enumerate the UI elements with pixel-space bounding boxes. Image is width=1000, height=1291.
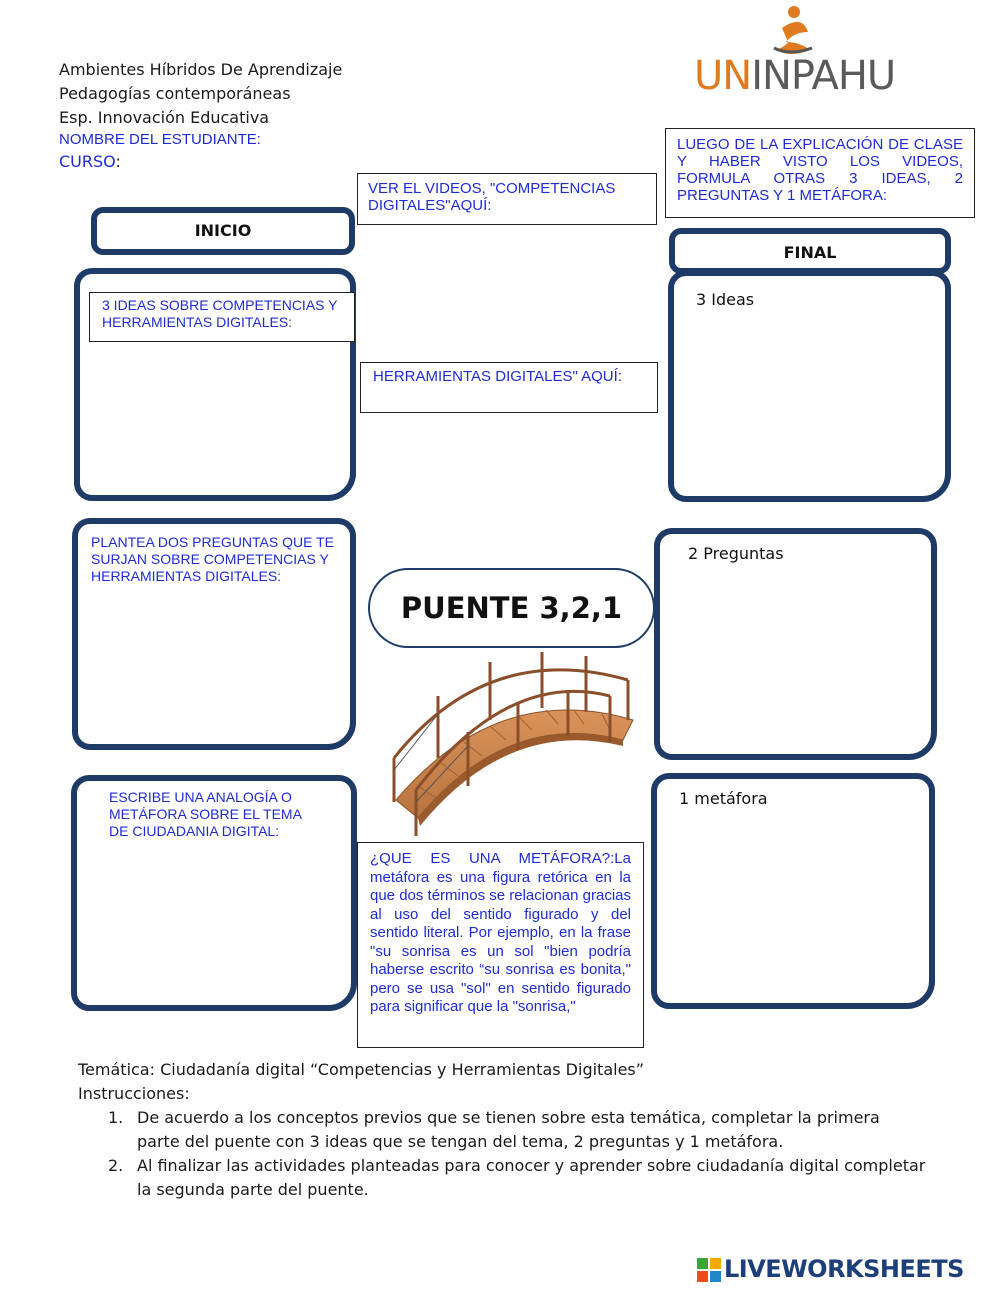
initial-metaphor-panel[interactable] <box>71 775 357 1011</box>
logo-wordmark: UNINPAHU <box>694 53 896 99</box>
course-label: CURSO: <box>59 152 121 171</box>
final-ideas-panel[interactable] <box>668 270 951 502</box>
subject-line: Pedagogías contemporáneas <box>59 84 291 103</box>
page-title: PUENTE 3,2,1 <box>400 591 623 625</box>
initial-ideas-prompt: 3 IDEAS SOBRE COMPETENCIAS Y HERRAMIENTAS DIGITALES: <box>102 297 338 330</box>
liveworksheets-wordmark: LIVEWORKSHEETS <box>724 1255 964 1283</box>
program-line: Esp. Innovación Educativa <box>59 108 270 127</box>
tools-link-text: HERRAMIENTAS DIGITALES" AQUÍ: <box>373 368 622 385</box>
liveworksheets-brand[interactable] <box>697 1256 997 1286</box>
inicio-label: INICIO <box>91 207 355 255</box>
final-questions-label: 2 Preguntas <box>688 544 784 563</box>
video-link-text: VER EL VIDEOS, "COMPETENCIAS DIGITALES"AQUÍ: <box>368 180 616 214</box>
final-instructions-text: LUEGO DE LA EXPLICACIÓN DE CLASE Y HABER VISTO LOS VIDEOS, FORMULA OTRAS 3 IDEAS, 2 PREGUNTAS Y 1 METÁFORA: <box>677 136 963 204</box>
metaphor-definition-text: ¿QUE ES UNA METÁFORA?:La metáfora es una figura retórica en la que dos términos se relacionan gracias al uso del sentido figurado y del sentido literal. Por ejemplo, en la frase "su sonrisa es un sol "bien podría haberse escrito “su sonrisa es bonita," pero se usa "sol" en sentido figurado para significar que la "sonrisa," <box>370 850 631 1015</box>
final-questions-panel[interactable] <box>654 528 937 760</box>
title-oval <box>368 568 655 648</box>
initial-ideas-prompt-box <box>89 292 355 342</box>
final-metaphor-label: 1 metáfora <box>679 789 768 808</box>
uninpahu-logo <box>690 2 900 102</box>
instructions-title: Instrucciones: <box>78 1084 190 1103</box>
liveworksheets-logo-icon <box>697 1258 721 1282</box>
bridge-icon <box>378 640 640 840</box>
final-instructions-box <box>665 128 975 218</box>
initial-questions-prompt: PLANTEA DOS PREGUNTAS QUE TE SURJAN SOBRE COMPETENCIAS Y HERRAMIENTAS DIGITALES: <box>91 534 334 584</box>
instruction-2-number: 2. <box>108 1156 124 1175</box>
metaphor-definition-box <box>357 842 644 1048</box>
video-link-box[interactable] <box>357 173 657 225</box>
instruction-1-text: De acuerdo a los conceptos previos que se tienen sobre esta temática, completar la primera parte del puente con 3 ideas que se tengan del tema, 2 preguntas y 1 metáfora. <box>137 1108 880 1151</box>
tematica-line: Temática: Ciudadanía digital “Competencias y Herramientas Digitales” <box>78 1060 645 1079</box>
tools-link-box[interactable] <box>360 362 658 413</box>
instruction-1-number: 1. <box>108 1108 124 1127</box>
initial-metaphor-prompt: ESCRIBE UNA ANALOGÍA O METÁFORA SOBRE EL TEMA DE CIUDADANIA DIGITAL: <box>109 789 302 839</box>
initial-questions-panel[interactable] <box>72 518 356 750</box>
final-ideas-label: 3 Ideas <box>696 290 755 309</box>
final-label: FINAL <box>669 228 951 274</box>
final-metaphor-panel[interactable] <box>651 773 935 1009</box>
institution-line: Ambientes Híbridos De Aprendizaje <box>59 60 343 79</box>
instruction-2-text: Al finalizar las actividades planteadas para conocer y aprender sobre ciudadanía digital completar la segunda parte del puente. <box>137 1156 926 1199</box>
student-name-label: NOMBRE DEL ESTUDIANTE: <box>59 131 261 148</box>
